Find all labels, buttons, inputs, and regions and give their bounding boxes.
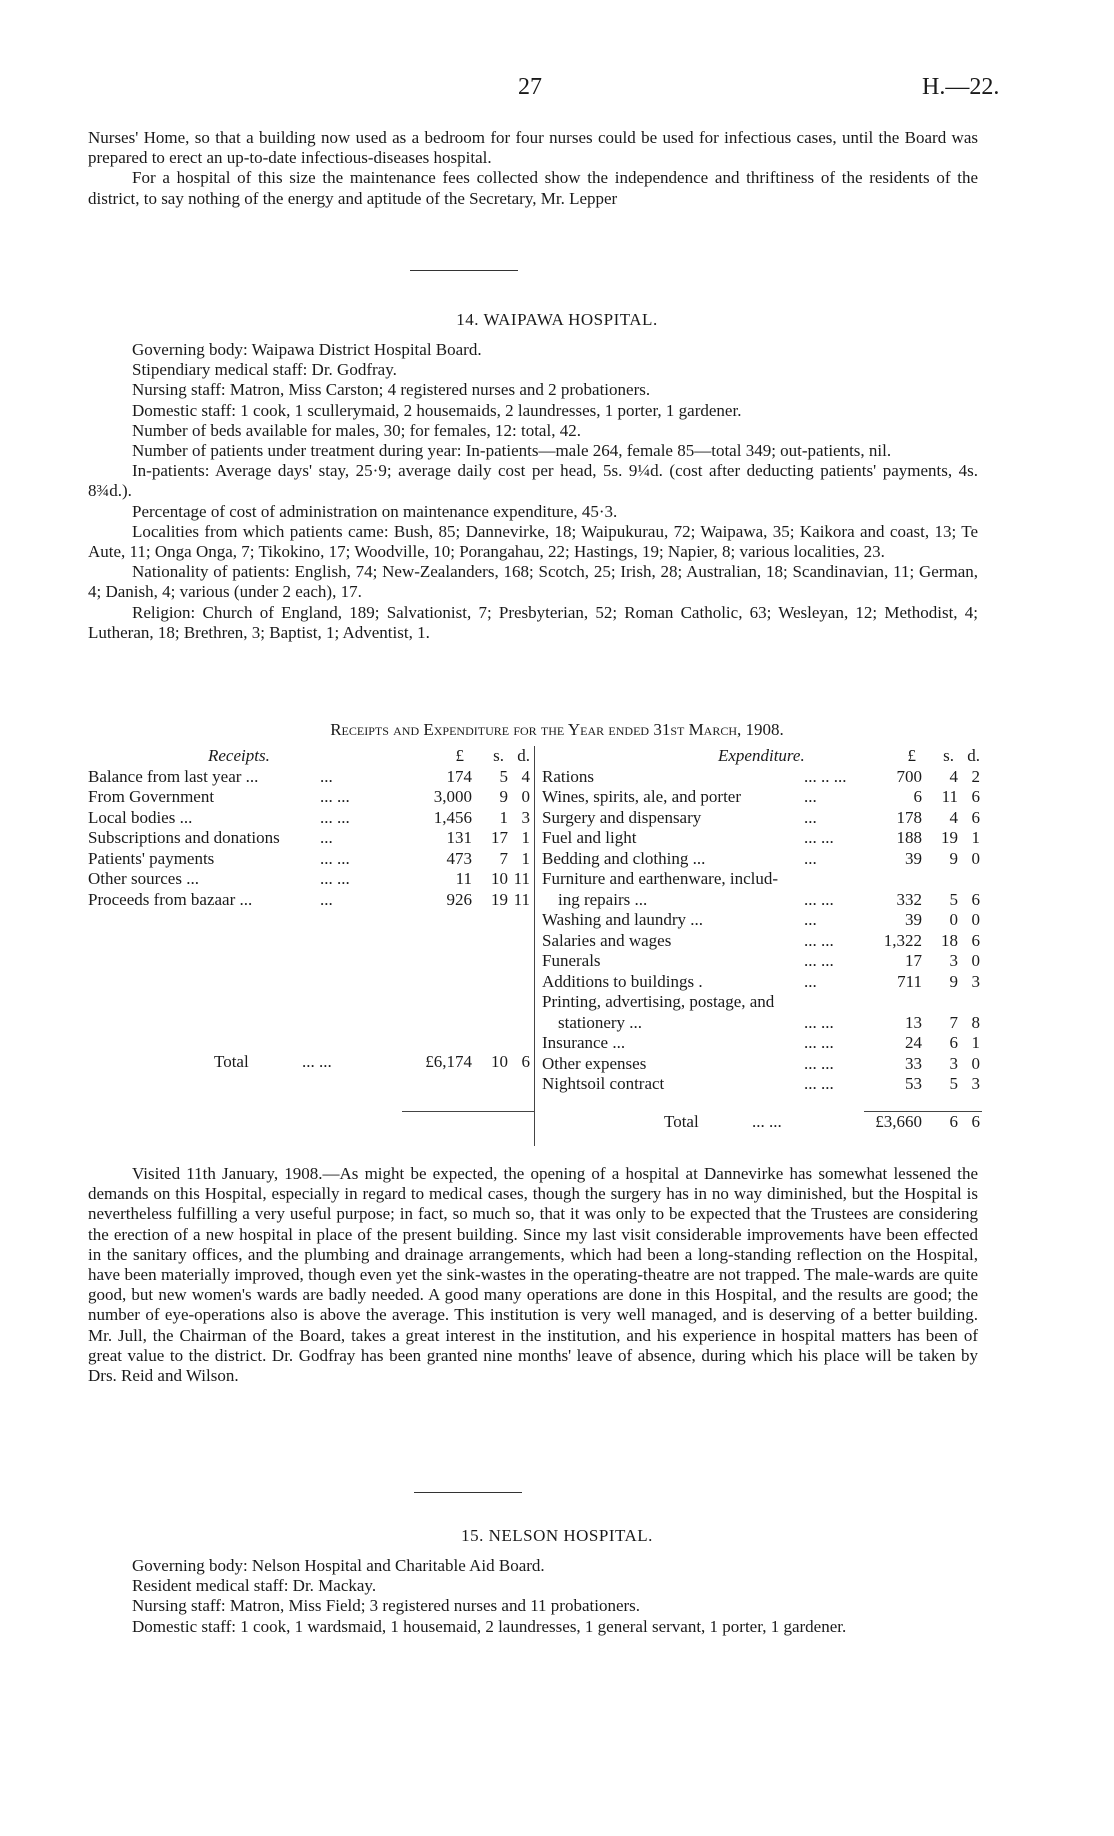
ledger-dots: ... — [804, 910, 817, 929]
ledger-pence: 6 — [971, 930, 980, 950]
visit-paragraph: Visited 11th January, 1908.—As might be expected, the opening of a hospital at Dannevirke has somewhat lessened the demands on this Hospital, especially in regard to medical cases, though the surgery has in no way diminished, but the Hospital is nevertheless fulfilling a very useful purpose; in fact, so much so, that it was only to be expected that the Trustees are considering the erection of a new hospital in place of the present building. Since my last visit considerable improvements have been effected in the sanitary offices, and the plumbing and drainage arrangements, which had been a long-standing reflection on the Hospital, have been materially improved, though even yet the sink-wastes in the operating-theatre are not trapped. The male-wards are quite good, but new women's wards are badly needed. A good many operations are done in this Hospital, and the results are good; the number of eye-operations also is above the average. This institution is very well managed, and is deserving of a better building. Mr. Jull, the Chairman of the Board, takes a great interest in the institution, and his experience in hospital matters has been of great value to the district. Dr. Godfray has been granted nine months' leave of absence, during which his place will be taken by Drs. Reid and Wilson. — [88, 1164, 978, 1386]
ledger-dots: ... — [804, 848, 817, 868]
detail-line: Religion: Church of England, 189; Salvationist, 7; Presbyterian, 52; Roman Catholic, 63; Wesleyan, 12; Methodist, 4; Lutheran, 18; Brethren, 3; Baptist, 1; Adventist, 1. — [88, 602, 978, 642]
receipts-header-row — [88, 746, 536, 767]
total-pounds: £6,174 — [425, 1052, 472, 1071]
ledger-pounds: 700 — [896, 766, 922, 786]
ledger-pence: 4 — [521, 766, 530, 786]
ledger-pence: 3 — [971, 1074, 980, 1093]
document-reference: H.—22. — [922, 74, 1000, 100]
ledger-dots: ... ... — [804, 1053, 834, 1073]
ledger-pence: 11 — [513, 869, 530, 888]
ledger-pounds: 1,322 — [883, 930, 922, 950]
ledger-dots: ... ... — [804, 1033, 834, 1052]
detail-line: Domestic staff: 1 cook, 1 wardsmaid, 1 housemaid, 2 laundresses, 1 general servant, 1 porter, 1 gardener. — [132, 1616, 847, 1636]
ledger-pounds: 473 — [446, 848, 472, 868]
total-dots: ... ... — [752, 1111, 782, 1131]
table-caption-text: Receipts and Expenditure for the Year ended 31st March, 1908. — [330, 720, 784, 739]
ledger-dots: ... ... — [804, 930, 834, 950]
ledger-row — [542, 951, 982, 972]
detail-line: Number of beds available for males, 30; for females, 12: total, 42. — [132, 420, 581, 440]
expenditure-total-rule — [864, 1111, 982, 1112]
ledger-item-label: From Government — [88, 787, 215, 806]
ledger-pounds: 711 — [897, 971, 922, 991]
ledger-item-label: stationery ... — [558, 1012, 643, 1032]
ledger-row — [542, 910, 982, 931]
ledger-item-label: Subscriptions and donations — [88, 828, 280, 847]
page-number: 27 — [518, 74, 542, 100]
ledger-item-label: ing repairs ... — [558, 889, 648, 909]
ledger-dots: ... — [320, 766, 333, 786]
ledger-dots: ... ... — [804, 889, 834, 909]
ledger-row — [542, 869, 982, 890]
expenditure-rows — [542, 767, 982, 1095]
ledger-item-label: Insurance ... — [542, 1033, 626, 1052]
ledger-shillings: 10 — [491, 869, 508, 888]
ledger-pounds: 53 — [905, 1074, 922, 1093]
ledger-item-label: Other expenses — [542, 1053, 647, 1073]
ledger-pounds: 131 — [446, 828, 472, 847]
ledger-pence: 2 — [971, 766, 980, 786]
ledger-shillings: 9 — [499, 787, 508, 806]
ledger-pence: 6 — [971, 787, 980, 806]
ledger-dots: ... ... — [804, 1012, 834, 1032]
ledger-item-label: Surgery and dispensary — [542, 807, 702, 827]
ledger-item-label: Additions to buildings . — [542, 971, 703, 991]
ledger-shillings: 19 — [941, 828, 958, 847]
detail-line: In-patients: Average days' stay, 25·9; average daily cost per head, 5s. 9¼d. (cost after deducting patients' payments, 4s. 8¾d.). — [88, 461, 978, 501]
detail-line: Governing body: Waipawa District Hospital Board. — [132, 340, 482, 359]
ledger-pence: 11 — [513, 889, 530, 909]
ledger-row — [542, 1013, 982, 1034]
ledger-row — [88, 787, 536, 808]
ledger-row — [542, 1033, 982, 1054]
total-pence: 6 — [521, 1052, 530, 1071]
ledger-shillings: 3 — [949, 1053, 958, 1073]
ledger-row — [88, 869, 536, 890]
ledger-item-label: Bedding and clothing ... — [542, 848, 706, 868]
ledger-dots: ... .. ... — [804, 766, 847, 786]
ledger-shillings: 5 — [949, 1074, 958, 1093]
ledger-pounds: 188 — [896, 828, 922, 847]
ledger-dots: ... ... — [320, 869, 350, 888]
ledger-item-label: Salaries and wages — [542, 930, 672, 950]
ledger-dots: ... — [804, 807, 817, 827]
ledger-pounds: 332 — [896, 889, 922, 909]
ledger-shillings: 3 — [949, 951, 958, 970]
ledger-row — [542, 992, 982, 1013]
ledger-item-label: Rations — [542, 766, 594, 786]
ledger-row — [88, 890, 536, 911]
ledger-row — [542, 931, 982, 952]
ledger-item-label: Balance from last year ... — [88, 766, 259, 786]
receipts-total-row — [88, 1052, 536, 1073]
ledger-pence: 6 — [971, 807, 980, 827]
detail-line: Number of patients under treatment during year: In-patients—male 264, female 85—total 349; out-patients, nil. — [132, 441, 892, 461]
ledger-dots: ... — [320, 828, 333, 847]
expenditure-table — [542, 746, 982, 1132]
detail-line: Nursing staff: Matron, Miss Carston; 4 registered nurses and 2 probationers. — [132, 380, 651, 400]
expenditure-header-row — [542, 746, 982, 767]
ledger-shillings: 7 — [499, 848, 508, 868]
ledger-item-label: Printing, advertising, postage, and — [542, 992, 775, 1011]
ledger-item-label: Local bodies ... — [88, 807, 193, 827]
table-caption — [0, 720, 1114, 740]
ledger-pence: 3 — [971, 971, 980, 991]
ledger-pence: 6 — [971, 889, 980, 909]
ledger-pence: 1 — [971, 1033, 980, 1052]
ledger-pence: 0 — [971, 1053, 980, 1073]
ledger-row — [542, 1054, 982, 1075]
detail-line: Domestic staff: 1 cook, 1 scullerymaid, 2 housemaids, 2 laundresses, 1 porter, 1 gardener. — [132, 400, 742, 420]
receipts-table — [88, 746, 536, 1073]
ledger-shillings: 4 — [949, 766, 958, 786]
nelson-heading: 15. NELSON HOSPITAL. — [461, 1526, 653, 1545]
pounds-header: £ — [455, 746, 464, 765]
ledger-row — [542, 849, 982, 870]
ledger-dots: ... — [804, 971, 817, 991]
total-label: Total — [214, 1052, 249, 1071]
expenditure-heading: Expenditure. — [718, 746, 805, 765]
total-label: Total — [664, 1111, 699, 1131]
ledger-dots: ... ... — [804, 1074, 834, 1093]
nelson-details — [88, 1556, 978, 1637]
ledger-row — [88, 828, 536, 849]
ledger-row — [88, 767, 536, 788]
ledger-item-label: Furniture and earthenware, includ- — [542, 869, 779, 888]
ledger-pounds: 33 — [905, 1053, 922, 1073]
ledger-shillings: 1 — [499, 807, 508, 827]
ledger-item-label: Patients' payments — [88, 848, 215, 868]
ledger-dots: ... ... — [804, 951, 834, 970]
ledger-dots: ... — [804, 787, 817, 806]
ledger-pounds: 926 — [446, 889, 472, 909]
ledger-pence: 0 — [971, 910, 980, 929]
ledger-shillings: 4 — [949, 807, 958, 827]
ledger-pence: 0 — [971, 848, 980, 868]
ledger-item-label: Funerals — [542, 951, 601, 970]
shillings-header: s. — [943, 746, 954, 765]
receipts-total-rule — [402, 1111, 534, 1112]
detail-line: Governing body: Nelson Hospital and Charitable Aid Board. — [132, 1556, 545, 1575]
ledger-pence: 8 — [971, 1012, 980, 1032]
ledger-pence: 1 — [521, 848, 530, 868]
ledger-shillings: 9 — [949, 971, 958, 991]
ledger-row — [542, 828, 982, 849]
detail-line: Nursing staff: Matron, Miss Field; 3 registered nurses and 11 probationers. — [132, 1596, 641, 1616]
visit-report — [88, 1164, 978, 1386]
section-divider — [414, 1492, 522, 1493]
receipts-rows — [88, 767, 536, 911]
ledger-row — [88, 808, 536, 829]
ledger-item-label: Other sources ... — [88, 869, 199, 888]
shillings-header: s. — [493, 746, 504, 765]
ledger-shillings: 7 — [949, 1012, 958, 1032]
ledger-shillings: 9 — [949, 848, 958, 868]
ledger-dots: ... ... — [320, 807, 350, 827]
ledger-pounds: 24 — [905, 1033, 922, 1052]
ledger-pounds: 6 — [913, 787, 922, 806]
ledger-item-label: Nightsoil contract — [542, 1074, 665, 1093]
total-dots: ... ... — [302, 1052, 332, 1071]
ledger-pounds: 174 — [446, 766, 472, 786]
ledger-pence: 0 — [971, 951, 980, 970]
section-divider — [410, 270, 518, 271]
pounds-header: £ — [907, 746, 916, 765]
pence-header: d. — [517, 746, 530, 765]
ledger-row — [542, 787, 982, 808]
waipawa-heading: 14. WAIPAWA HOSPITAL. — [456, 310, 658, 329]
ledger-row — [542, 767, 982, 788]
ledger-pence: 1 — [521, 828, 530, 847]
ledger-item-label: Fuel and light — [542, 828, 637, 847]
total-shillings: 6 — [949, 1111, 958, 1131]
ledger-pounds: 39 — [905, 848, 922, 868]
waipawa-details — [88, 340, 978, 643]
ledger-row — [542, 972, 982, 993]
receipts-heading: Receipts. — [208, 746, 270, 765]
ledger-row — [542, 890, 982, 911]
detail-line: Stipendiary medical staff: Dr. Godfray. — [132, 360, 397, 380]
ledger-pounds: 13 — [905, 1012, 922, 1032]
total-pence: 6 — [971, 1111, 980, 1131]
ledger-pence: 1 — [971, 828, 980, 847]
ledger-dots: ... ... — [804, 828, 834, 847]
ledger-pounds: 178 — [896, 807, 922, 827]
ledger-shillings: 6 — [949, 1033, 958, 1052]
detail-line: Percentage of cost of administration on maintenance expenditure, 45·3. — [132, 501, 618, 521]
detail-line: Localities from which patients came: Bush, 85; Dannevirke, 18; Waipukurau, 72; Waipawa, 35; Kaikora and coast, 13; Te Aute, 11; Onga Onga, 7; Tikokino, 17; Woodville, 10; Porangahau, 22; Hastings, 19; Napier, 8; various localities, 23. — [88, 521, 978, 562]
ledger-pounds: 1,456 — [433, 807, 472, 827]
total-shillings: 10 — [491, 1052, 508, 1071]
ledger-shillings: 5 — [949, 889, 958, 909]
total-pounds: £3,660 — [875, 1111, 922, 1131]
ledger-dots: ... ... — [320, 848, 350, 868]
ledger-pounds: 11 — [455, 869, 472, 888]
ledger-pence: 3 — [521, 807, 530, 827]
ledger-dots: ... — [320, 889, 333, 909]
ledger-item-label: Proceeds from bazaar ... — [88, 889, 253, 909]
ledger-shillings: 19 — [491, 889, 508, 909]
ledger-pounds: 39 — [905, 910, 922, 929]
pence-header: d. — [967, 746, 980, 765]
intro-paragraph: Nurses' Home, so that a building now used as a bedroom for four nurses could be used for infectious cases, until the Board was prepared to erect an up-to-date infectious-diseases hospital. — [88, 128, 978, 168]
ledger-item-label: Washing and laundry ... — [542, 910, 704, 929]
ledger-row — [88, 849, 536, 870]
column-divider — [534, 746, 535, 1146]
ledger-shillings: 0 — [949, 910, 958, 929]
intro-section — [88, 128, 978, 209]
ledger-pounds: 17 — [905, 951, 922, 970]
ledger-shillings: 5 — [499, 766, 508, 786]
ledger-item-label: Wines, spirits, ale, and porter — [542, 787, 742, 806]
ledger-shillings: 17 — [491, 828, 508, 847]
intro-paragraph: For a hospital of this size the maintenance fees collected show the independence and thriftiness of the residents of the district, to say nothing of the energy and aptitude of the Secretary, Mr. Lepper — [88, 168, 978, 208]
ledger-shillings: 18 — [941, 930, 958, 950]
ledger-pounds: 3,000 — [433, 787, 472, 806]
ledger-shillings: 11 — [941, 787, 958, 806]
detail-line: Resident medical staff: Dr. Mackay. — [132, 1576, 377, 1596]
ledger-row — [542, 808, 982, 829]
detail-line: Nationality of patients: English, 74; New-Zealanders, 168; Scotch, 25; Irish, 28; Australian, 18; Scandinavian, 11; German, 4; Danish, 4; various (under 2 each), 17. — [88, 562, 978, 602]
expenditure-total-row — [542, 1112, 982, 1133]
ledger-pence: 0 — [521, 787, 530, 806]
ledger-row — [542, 1074, 982, 1095]
ledger-dots: ... ... — [320, 787, 350, 806]
